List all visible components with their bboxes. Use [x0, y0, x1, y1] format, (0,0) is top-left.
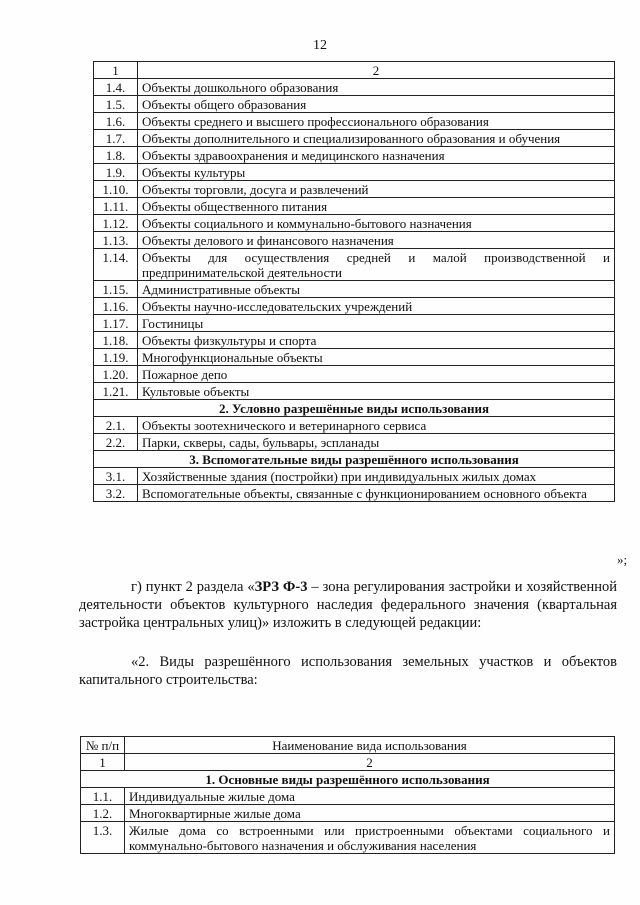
- paragraph-prefix: г) пункт 2 раздела «: [131, 579, 255, 595]
- row-number: 1.13.: [94, 232, 138, 249]
- table-row: [94, 468, 615, 485]
- table-row: [94, 164, 615, 181]
- row-name: Пожарное депо: [138, 366, 615, 383]
- row-number: 2.2.: [94, 434, 138, 451]
- row-name: Объекты культуры: [138, 164, 615, 181]
- column-index-1: 1: [81, 754, 125, 771]
- row-name: Культовые объекты: [138, 383, 615, 400]
- land-use-table-continued: [93, 61, 615, 502]
- table-row: [94, 434, 615, 451]
- row-name: Индивидуальные жилые дома: [125, 788, 615, 805]
- row-name: Многофункциональные объекты: [138, 349, 615, 366]
- table-row: [94, 147, 615, 164]
- section-title: 2. Условно разрешённые виды использования: [94, 400, 615, 417]
- row-name: Административные объекты: [138, 281, 615, 298]
- row-number: 3.1.: [94, 468, 138, 485]
- row-number: 1.4.: [94, 79, 138, 96]
- row-name: Объекты для осуществления средней и малой производственной и предпринимательской деятельности: [138, 249, 615, 281]
- row-name: Объекты общего образования: [138, 96, 615, 113]
- table-row: [94, 366, 615, 383]
- row-number: 1.21.: [94, 383, 138, 400]
- table-row: [94, 96, 615, 113]
- row-number: 1.20.: [94, 366, 138, 383]
- row-name: Хозяйственные здания (постройки) при индивидуальных жилых домах: [138, 468, 615, 485]
- section-row: [94, 400, 615, 417]
- table-row: [81, 788, 615, 805]
- row-number: 1.15.: [94, 281, 138, 298]
- row-name: Вспомогательные объекты, связанные с функционированием основного объекта: [138, 485, 615, 502]
- row-name: Объекты физкультуры и спорта: [138, 332, 615, 349]
- closing-quote: »;: [617, 552, 628, 567]
- row-name: Объекты социального и коммунально-бытового назначения: [138, 215, 615, 232]
- row-name: Объекты среднего и высшего профессионального образования: [138, 113, 615, 130]
- row-name: Парки, скверы, сады, бульвары, эспланады: [138, 434, 615, 451]
- table-row: [94, 315, 615, 332]
- column-number-header: 1: [94, 62, 138, 79]
- row-number: 1.2.: [81, 805, 125, 822]
- table-row: [94, 79, 615, 96]
- row-number: 1.5.: [94, 96, 138, 113]
- row-name: Объекты дополнительного и специализированного образования и обучения: [138, 130, 615, 147]
- row-number: 1.9.: [94, 164, 138, 181]
- table-row: [94, 113, 615, 130]
- row-name: Гостиницы: [138, 315, 615, 332]
- row-number: 1.19.: [94, 349, 138, 366]
- table-row: [94, 249, 615, 281]
- column-name-header: 2: [138, 62, 615, 79]
- table-row: [94, 281, 615, 298]
- row-number: 1.1.: [81, 788, 125, 805]
- table-row: [94, 215, 615, 232]
- table-header-row: [94, 62, 615, 79]
- table-header-row: [81, 737, 615, 754]
- row-number: 1.18.: [94, 332, 138, 349]
- zone-code: ЗРЗ Ф-3: [254, 579, 308, 595]
- table-row: [81, 822, 615, 854]
- row-name: Объекты научно-исследовательских учреждений: [138, 298, 615, 315]
- page-number: 12: [313, 38, 327, 53]
- table-row: [94, 130, 615, 147]
- row-number: 1.12.: [94, 215, 138, 232]
- amendment-paragraph: [79, 578, 617, 632]
- table-row: [94, 417, 615, 434]
- row-number: 1.10.: [94, 181, 138, 198]
- table-row: [94, 181, 615, 198]
- land-use-table-zrz-f3: [80, 736, 615, 854]
- row-number: 3.2.: [94, 485, 138, 502]
- row-number: 1.16.: [94, 298, 138, 315]
- row-name: Многоквартирные жилые дома: [125, 805, 615, 822]
- row-name: Объекты зоотехнического и ветеринарного сервиса: [138, 417, 615, 434]
- row-name: Объекты здравоохранения и медицинского назначения: [138, 147, 615, 164]
- section-row: [81, 771, 615, 788]
- column-index-2: 2: [125, 754, 615, 771]
- row-number: 1.11.: [94, 198, 138, 215]
- row-number: 1.8.: [94, 147, 138, 164]
- row-number: 1.17.: [94, 315, 138, 332]
- table-row: [94, 232, 615, 249]
- table2-body: [81, 737, 615, 854]
- row-name: Объекты торговли, досуга и развлечений: [138, 181, 615, 198]
- table-row: [94, 485, 615, 502]
- row-number: 2.1.: [94, 417, 138, 434]
- row-name: Объекты делового и финансового назначения: [138, 232, 615, 249]
- row-name: Объекты общественного питания: [138, 198, 615, 215]
- table-row: [94, 198, 615, 215]
- row-number: 1.14.: [94, 249, 138, 281]
- table-row: [94, 298, 615, 315]
- section-title: 3. Вспомогательные виды разрешённого использования: [94, 451, 615, 468]
- row-number: 1.3.: [81, 822, 125, 854]
- table-row: [94, 383, 615, 400]
- row-number: 1.7.: [94, 130, 138, 147]
- row-number: 1.6.: [94, 113, 138, 130]
- table-subheader-row: [81, 754, 615, 771]
- table-row: [94, 349, 615, 366]
- section-title: 1. Основные виды разрешённого использования: [81, 771, 615, 788]
- table-row: [81, 805, 615, 822]
- table-row: [94, 332, 615, 349]
- table1-body: [94, 62, 615, 502]
- row-name: Жилые дома со встроенными или пристроенными объектами социального и коммунально-бытового назначения и обслуживания населения: [125, 822, 615, 854]
- section-row: [94, 451, 615, 468]
- column-number-header: № п/п: [81, 737, 125, 754]
- row-name: Объекты дошкольного образования: [138, 79, 615, 96]
- section-heading-paragraph: «2. Виды разрешённого использования земельных участков и объектов капитального строительства:: [79, 654, 617, 688]
- column-name-header: Наименование вида использования: [125, 737, 615, 754]
- paragraph-suffix: – зона регулирования застройки и хозяйственной деятельности объектов культурного наследия федерального значения (квартальная застройка центральных улиц)» изложить в следующей редакции:: [79, 579, 618, 631]
